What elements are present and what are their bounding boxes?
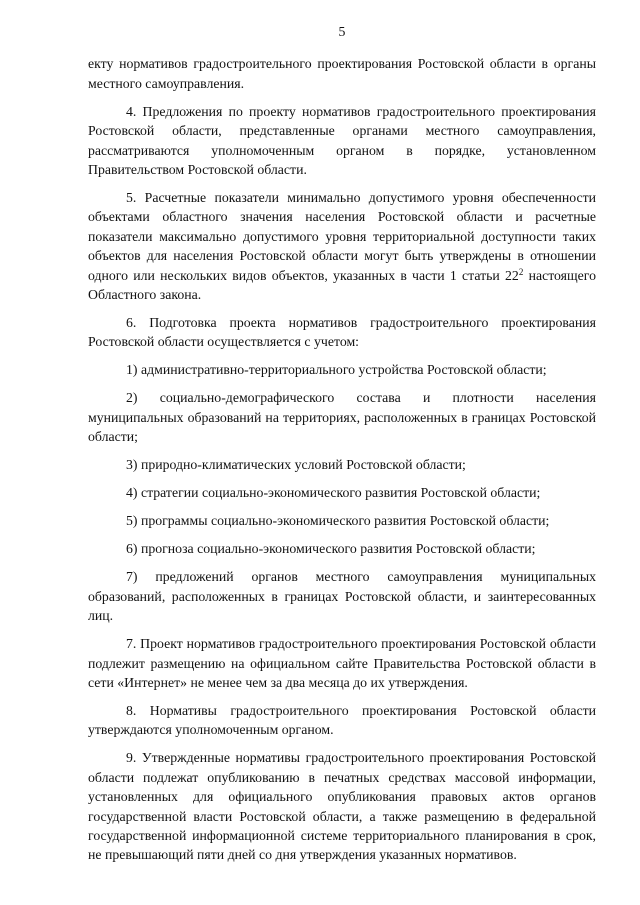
list-item-3: 3) природно-климатических условий Ростовской области;: [126, 457, 466, 473]
list-item-7: 7) предложений органов местного самоуправления муниципальных образований, расположенных в границах Ростовской области, и заинтересованных лиц.: [88, 569, 596, 624]
list-item-2: 2) социально-демографического состава и плотности населения муниципальных образований на территориях, расположенных в границах Ростовской области;: [88, 390, 596, 445]
list-item-5: 5) программы социально-экономического развития Ростовской области;: [126, 513, 550, 529]
page-number: 5: [338, 24, 346, 39]
list-item-1: 1) административно-территориального устройства Ростовской области;: [126, 362, 547, 378]
list-item-6: 6) прогноза социально-экономического развития Ростовской области;: [126, 541, 536, 557]
paragraph-5: [88, 188, 596, 304]
paragraph-5-tail: настоящего Областного закона.: [88, 267, 596, 303]
paragraph-4: 4. Предложения по проекту нормативов градостроительного проектирования Ростовской области, представленные органами местного самоуправления, рассматриваются уполномоченным органом в порядке, установленном Правительством Ростовской области.: [88, 103, 596, 178]
paragraph-7: 7. Проект нормативов градостроительного проектирования Ростовской области подлежит размещению на официальном сайте Правительства Ростовской области в сети «Интернет» не менее чем за два месяца до их утверждения.: [88, 636, 596, 690]
list-item-4: 4) стратегии социально-экономического развития Ростовской области;: [126, 485, 541, 501]
paragraph-6: 6. Подготовка проекта нормативов градостроительного проектирования Ростовской области осуществляется с учетом:: [88, 315, 596, 350]
paragraph-8: 8. Нормативы градостроительного проектирования Ростовской области утверждаются уполномоченным органом.: [88, 702, 596, 738]
paragraph-5-text: 5. Расчетные показатели минимально допустимого уровня обеспеченности объектами областного значения населения Ростовской области и расчетные показатели максимально допустимого уровня территориальной доступности таких объектов для населения Ростовской области могут быть утверждены в отношении одного или нескольких видов объектов, указанных в части 1 статьи 22: [88, 190, 596, 283]
paragraph-9: 9. Утвержденные нормативы градостроительного проектирования Ростовской области подлежат опубликованию в печатных средствах массовой информации, установленных для официального опубликования правовых актов органов государственной власти Ростовской области, а также размещению в федеральной государственной информационной системе территориального планирования в срок, не превышающий пяти дней со дня утверждения указанных нормативов.: [88, 750, 596, 863]
paragraph-5-superscript: 2: [518, 266, 524, 277]
paragraph-continuation: екту нормативов градостроительного проектирования Ростовской области в органы местного самоуправления.: [88, 56, 596, 91]
